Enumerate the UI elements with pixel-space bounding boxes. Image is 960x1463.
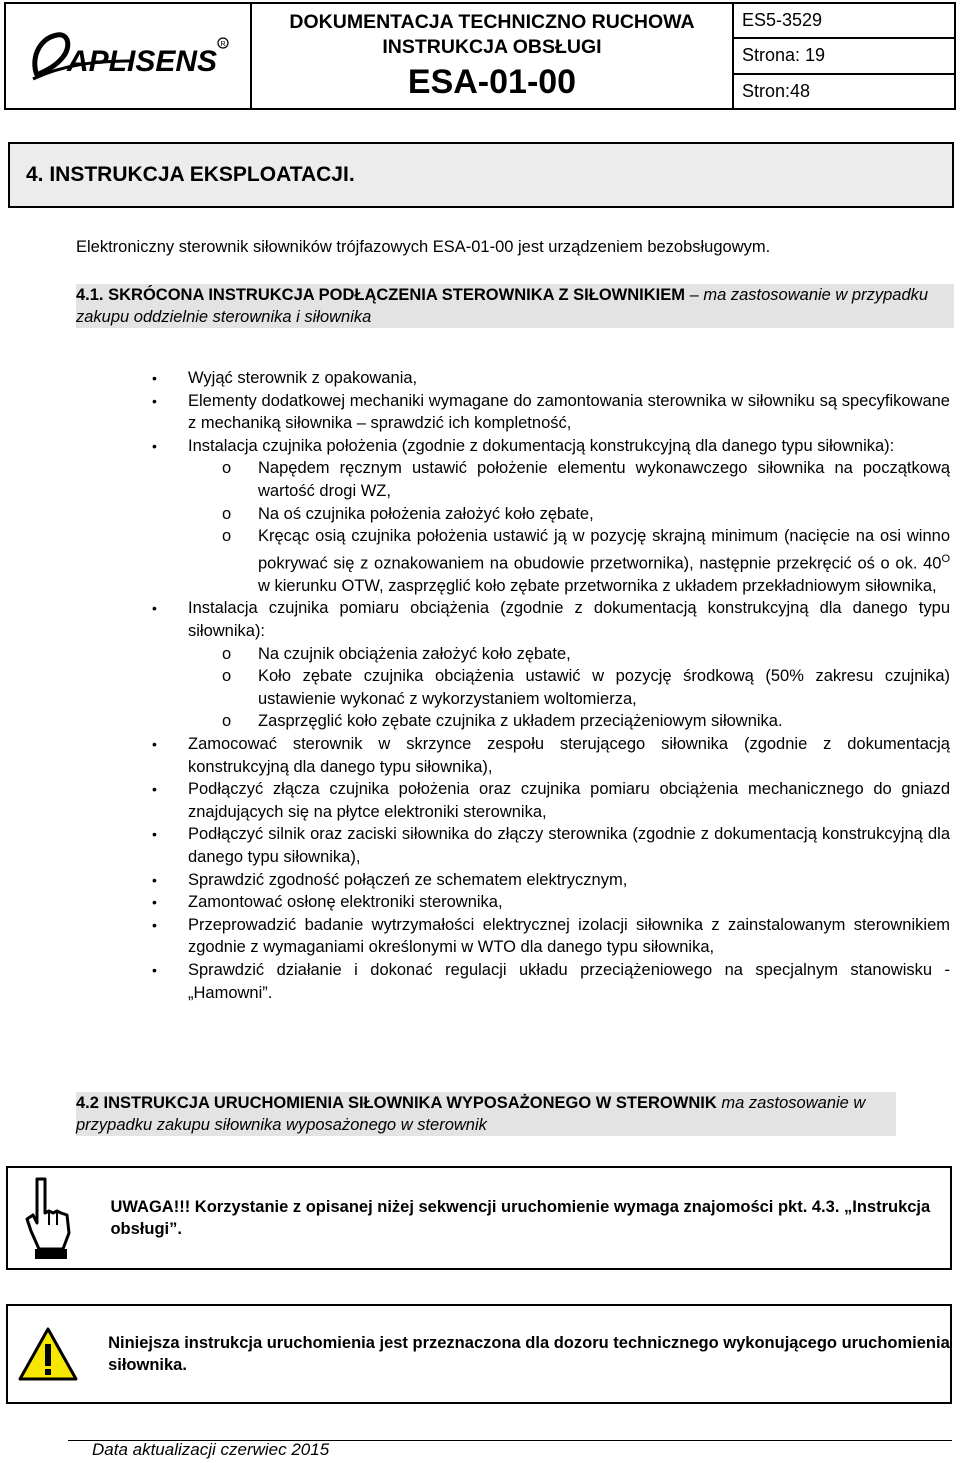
- warning-text: UWAGA!!! Korzystanie z opisanej niżej sekwencji uruchomienie wymaga znajomości pkt. 4.3. „Instrukcja obsługi”.: [110, 1198, 931, 1238]
- svg-text:R: R: [220, 41, 226, 48]
- document-meta: [734, 4, 954, 108]
- svg-text:APLISENS: APLISENS: [67, 45, 218, 78]
- doc-code: ES5-3529: [734, 4, 954, 39]
- list-item: • Zamocować sterownik w skrzynce zespołu sterującego siłownika (zgodnie z dokumentacją konstrukcyjną dla danego typu siłownika),: [76, 733, 950, 778]
- sub-list-item: o Koło zębate czujnika obciążenia ustawić w pozycję środkową (50% zakresu czujnika) ustawienie wykonać z wykorzystaniem woltomierza,: [76, 665, 950, 710]
- sub-list-item: o Zasprzęglić koło zębate czujnika z układem przeciążeniowym siłownika.: [76, 710, 950, 733]
- list-item: • Instalacja czujnika pomiaru obciążenia (zgodnie z dokumentacją konstrukcyjną dla danego typu siłownika):: [76, 597, 950, 642]
- title-line-2: INSTRUKCJA OBSŁUGI: [382, 36, 602, 58]
- intro-paragraph: Elektroniczny sterownik siłowników trójfazowych ESA-01-00 jest urządzeniem bezobsługowym.: [76, 238, 771, 256]
- notice-box-warning: [6, 1166, 952, 1270]
- section-heading-note: ma zastosowanie w przypadku zakupu siłownika wyposażonego w sterownik: [76, 1094, 866, 1134]
- section-heading-4-1: 4.1. SKRÓCONA INSTRUKCJA PODŁĄCZENIA STEROWNIKA Z SIŁOWNIKIEM – ma zastosowanie w przypadku zakupu oddzielnie sterownika i siłownika: [76, 284, 954, 328]
- list-item: • Sprawdzić zgodność połączeń ze schematem elektrycznym,: [76, 869, 950, 892]
- sub-list-item: o Na czujnik obciążenia założyć koło zębate,: [76, 643, 950, 666]
- caution-text: Niniejsza instrukcja uruchomienia jest przeznaczona dla dozoru technicznego wykonującego uruchomienia siłownika.: [108, 1334, 950, 1374]
- sub-list-item: o Kręcąc osią czujnika położenia ustawić ją w pozycję skrajną minimum (nacięcie na osi winno pokrywać się z oznakowaniem na obudowie przetwornika), następnie przekręcić oś o ok. $40^O$ w kierunku OTW, zasprzęglić koło zębate przetwornika z układem przekładniowym siłownika,: [76, 525, 950, 597]
- section-heading-4-2: [76, 1092, 896, 1136]
- page-count: Stron:48: [742, 80, 811, 101]
- title-line-1: DOKUMENTACJA TECHNICZNO RUCHOWA: [289, 11, 695, 33]
- list-item: • Podłączyć złącza czujnika położenia oraz czujnika pomiaru obciążenia mechanicznego do gniazd znajdujących się na płytce elektroniki sterownika,: [76, 778, 950, 823]
- company-logo: [6, 4, 252, 108]
- aplisens-logo-icon: [23, 21, 233, 91]
- list-item: • Podłączyć silnik oraz zaciski siłownika do złączy sterownika (zgodnie z dokumentacją konstrukcyjną dla danego typu siłownika),: [76, 823, 950, 868]
- sub-list-item: o Na oś czujnika położenia założyć koło zębate,: [76, 503, 950, 526]
- section-heading-title: 4.2 INSTRUKCJA URUCHOMIENIA SIŁOWNIKA WYPOSAŻONEGO W STEROWNIK: [76, 1094, 717, 1112]
- list-item: • Elementy dodatkowej mechaniki wymagane do zamontowania sterownika w siłowniku są specyfikowane z mechaniką siłownika – sprawdzić ich kompletność,: [76, 390, 950, 435]
- section-heading-note: ma zastosowanie w przypadku zakupu oddzielnie sterownika i siłownika: [76, 286, 929, 326]
- title-model: ESA-01-00: [407, 63, 577, 101]
- list-item: • Przeprowadzić badanie wytrzymałości elektrycznej izolacji siłownika z zainstalowanym sterownikiem zgodnie z wymaganiami określonymi w WTO dla danego typu siłownika,: [76, 914, 950, 959]
- pointing-hand-icon: [8, 1168, 90, 1268]
- document-header: [4, 2, 956, 110]
- notice-box-caution: [6, 1304, 952, 1404]
- list-item: • Wyjąć sterownik z opakowania,: [76, 367, 950, 390]
- document-title: [252, 4, 734, 108]
- list-item: • Zamontować osłonę elektroniki sterownika,: [76, 891, 950, 914]
- chapter-title: 4. INSTRUKCJA EKSPLOATACJI.: [8, 142, 954, 208]
- section-heading-title: 4.1. SKRÓCONA INSTRUKCJA PODŁĄCZENIA STEROWNIKA Z SIŁOWNIKIEM: [76, 286, 685, 304]
- sub-list-item: o Napędem ręcznym ustawić położenie elementu wykonawczego siłownika na początkową wartość drogi WZ,: [76, 457, 950, 502]
- warning-triangle-icon: [8, 1306, 88, 1402]
- list-item: • Instalacja czujnika położenia (zgodnie z dokumentacją konstrukcyjną dla danego typu siłownika):: [76, 435, 950, 458]
- page-number: Strona: 19: [734, 39, 954, 74]
- steps-list: [76, 367, 950, 1004]
- list-item: • Sprawdzić działanie i dokonać regulacji układu przeciążeniowego na specjalnym stanowisku - „Hamowni”.: [76, 959, 950, 1004]
- footer-date: Data aktualizacji czerwiec 2015: [92, 1440, 330, 1459]
